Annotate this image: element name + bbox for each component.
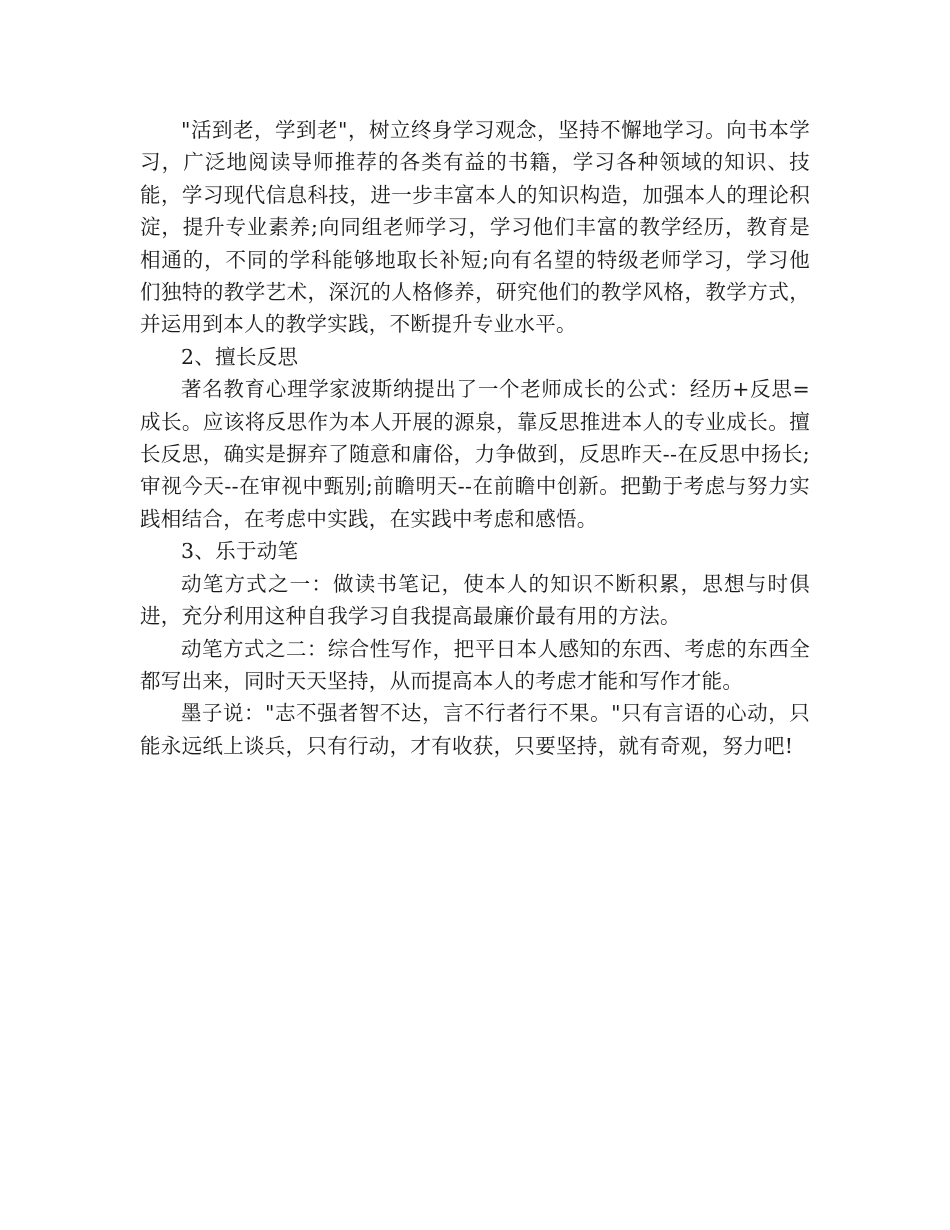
document-body [140, 114, 810, 762]
paragraph-lifelong-learning: "活到老，学到老"，树立终身学习观念，坚持不懈地学习。向书本学习，广泛地阅读导师推荐的各类有益的书籍，学习各种领域的知识、技能，学习现代信息科技，进一步丰富本人的知识构造，加强本人的理论积淀，提升专业素养;向同组老师学习，学习他们丰富的教学经历，教育是相通的，不同的学科能够地取长补短;向有名望的特级老师学习，学习他们独特的教学艺术，深沉的人格修养，研究他们的教学风格，教学方式，并运用到本人的教学实践，不断提升专业水平。 [140, 118, 810, 337]
section-heading-reflection: 2、擅长反思 [181, 344, 299, 369]
section-heading-writing: 3、乐于动笔 [181, 539, 299, 564]
paragraph-mozi-quote: 墨子说："志不强者智不达，言不行者行不果。"只有言语的心动，只能永远纸上谈兵，只有行动，才有收获，只要坚持，就有奇观，努力吧! [140, 701, 810, 758]
paragraph-reflection: 著名教育心理学家波斯纳提出了一个老师成长的公式：经历+反思=成长。应该将反思作为本人开展的源泉，靠反思推进本人的专业成长。擅长反思，确实是摒弃了随意和庸俗，力争做到，反思昨天--在反思中扬长;审视今天--在审视中甄别;前瞻明天--在前瞻中创新。把勤于考虑与努力实践相结合，在考虑中实践，在实践中考虑和感悟。 [140, 377, 810, 531]
paragraph-writing-method-one: 动笔方式之一：做读书笔记，使本人的知识不断积累，思想与时俱进，充分利用这种自我学习自我提高最廉价最有用的方法。 [140, 571, 810, 629]
paragraph-writing-method-two: 动笔方式之二：综合性写作，把平日本人感知的东西、考虑的东西全都写出来，同时天天坚持，从而提高本人的考虑才能和写作才能。 [140, 636, 810, 693]
